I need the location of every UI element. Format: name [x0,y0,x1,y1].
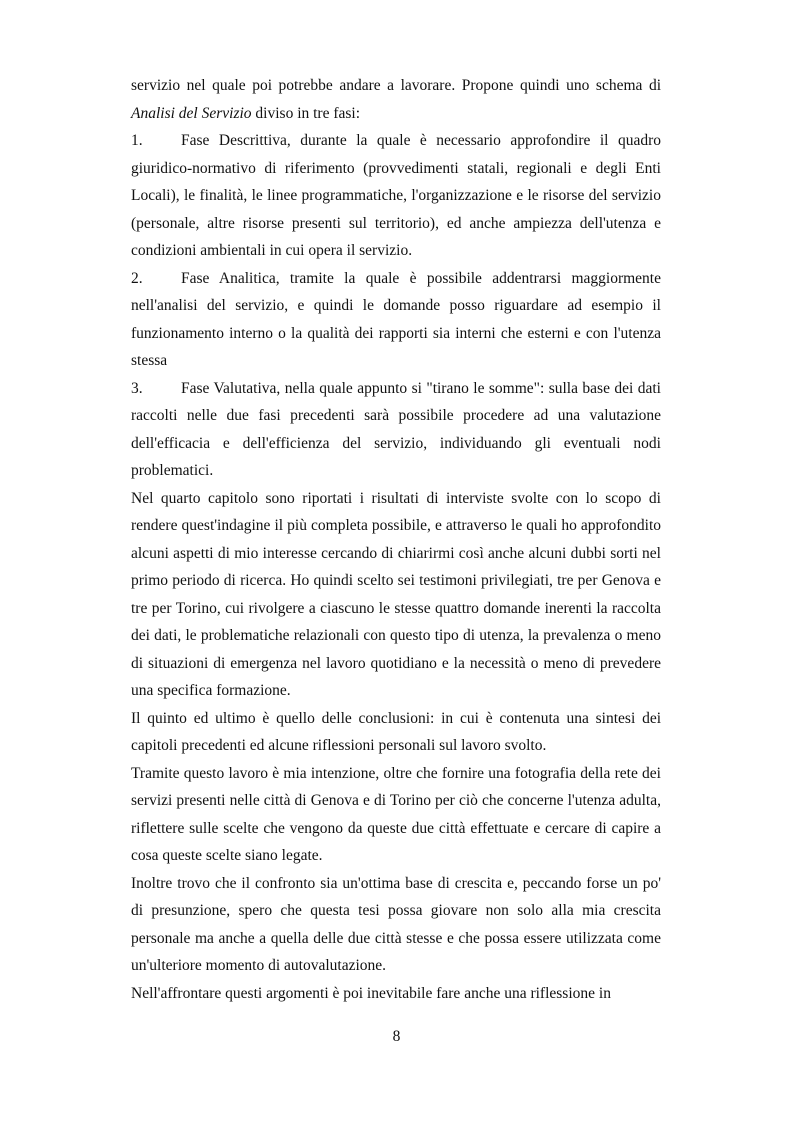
page-body [131,72,661,1007]
intro-tail: diviso in tre fasi: [251,104,361,122]
paragraph: Nel quarto capitolo sono riportati i risultati di interviste svolte con lo scopo di rendere quest'indagine il più completa possibile, e attraverso le quali ho approfondito alcuni aspetti di mio interesse cercando di chiarirmi così anche alcuni dubbi sorti nel primo periodo di ricerca. Ho quindi scelto sei testimoni privilegiati, tre per Genova e tre per Torino, cui rivolgere a ciascuno le stesse quattro domande inerenti la raccolta dei dati, le problematiche relazionali con questo tipo di utenza, la prevalenza o meno di situazioni di emergenza nel lavoro quotidiano e la necessità o meno di prevedere una specifica formazione. [131,489,661,699]
list-item-text: Fase Valutativa, nella quale appunto si "tirano le somme": sulla base dei dati raccolti nelle due fasi precedenti sarà possibile procedere ad una valutazione dell'efficacia e dell'efficienza del servizio, individuando gli eventuali nodi problematici. [131,379,661,479]
list-item [131,127,661,265]
intro-text: servizio nel quale poi potrebbe andare a lavorare. Propone quindi uno schema di [131,77,661,94]
paragraph: Tramite questo lavoro è mia intenzione, oltre che fornire una fotografia della rete dei servizi presenti nelle città di Genova e di Torino per ciò che concerne l'utenza adulta, riflettere sulle scelte che vengono da queste due città effettuate e cercare di capire a cosa queste scelte siano legate. [131,764,661,864]
list-item-number: 1. [131,132,143,149]
intro-italic-title: Analisi del Servizio [131,104,252,122]
list-item-number: 2. [131,269,143,287]
list-item-number: 3. [131,379,143,397]
list-item-text: Fase Descrittiva, durante la quale è necessario approfondire il quadro giuridico-normativo di riferimento (provvedimenti statali, regionali e degli Enti Locali), le finalità, le linee programmatiche, l'organizzazione e le risorse del servizio (personale, altre risorse presenti sul territorio), ed anche ampiezza dell'utenza e condizioni ambientali in cui opera il servizio. [131,132,661,259]
paragraph: Inoltre trovo che il confronto sia un'ottima base di crescita e, peccando forse un po' di presunzione, spero che questa tesi possa giovare non solo alla mia crescita personale ma anche a quella delle due città stesse e che possa essere utilizzata come un'ulteriore momento di autovalutazione. [131,874,661,974]
paragraph: Il quinto ed ultimo è quello delle conclusioni: in cui è contenuta una sintesi dei capitoli precedenti ed alcune riflessioni personali sul lavoro svolto. [131,709,661,754]
list-item [131,265,661,375]
list-item [131,375,661,485]
paragraph: Nell'affrontare questi argomenti è poi inevitabile fare anche una riflessione in [131,984,611,1002]
page-number: 8 [392,1028,401,1045]
intro-paragraph [131,72,661,127]
list-item-text: Fase Analitica, tramite la quale è possibile addentrarsi maggiormente nell'analisi del servizio, e quindi le domande posso riguardare ad esempio il funzionamento interno o la qualità dei rapporti sia interni che esterni e con l'utenza stessa [131,269,661,369]
